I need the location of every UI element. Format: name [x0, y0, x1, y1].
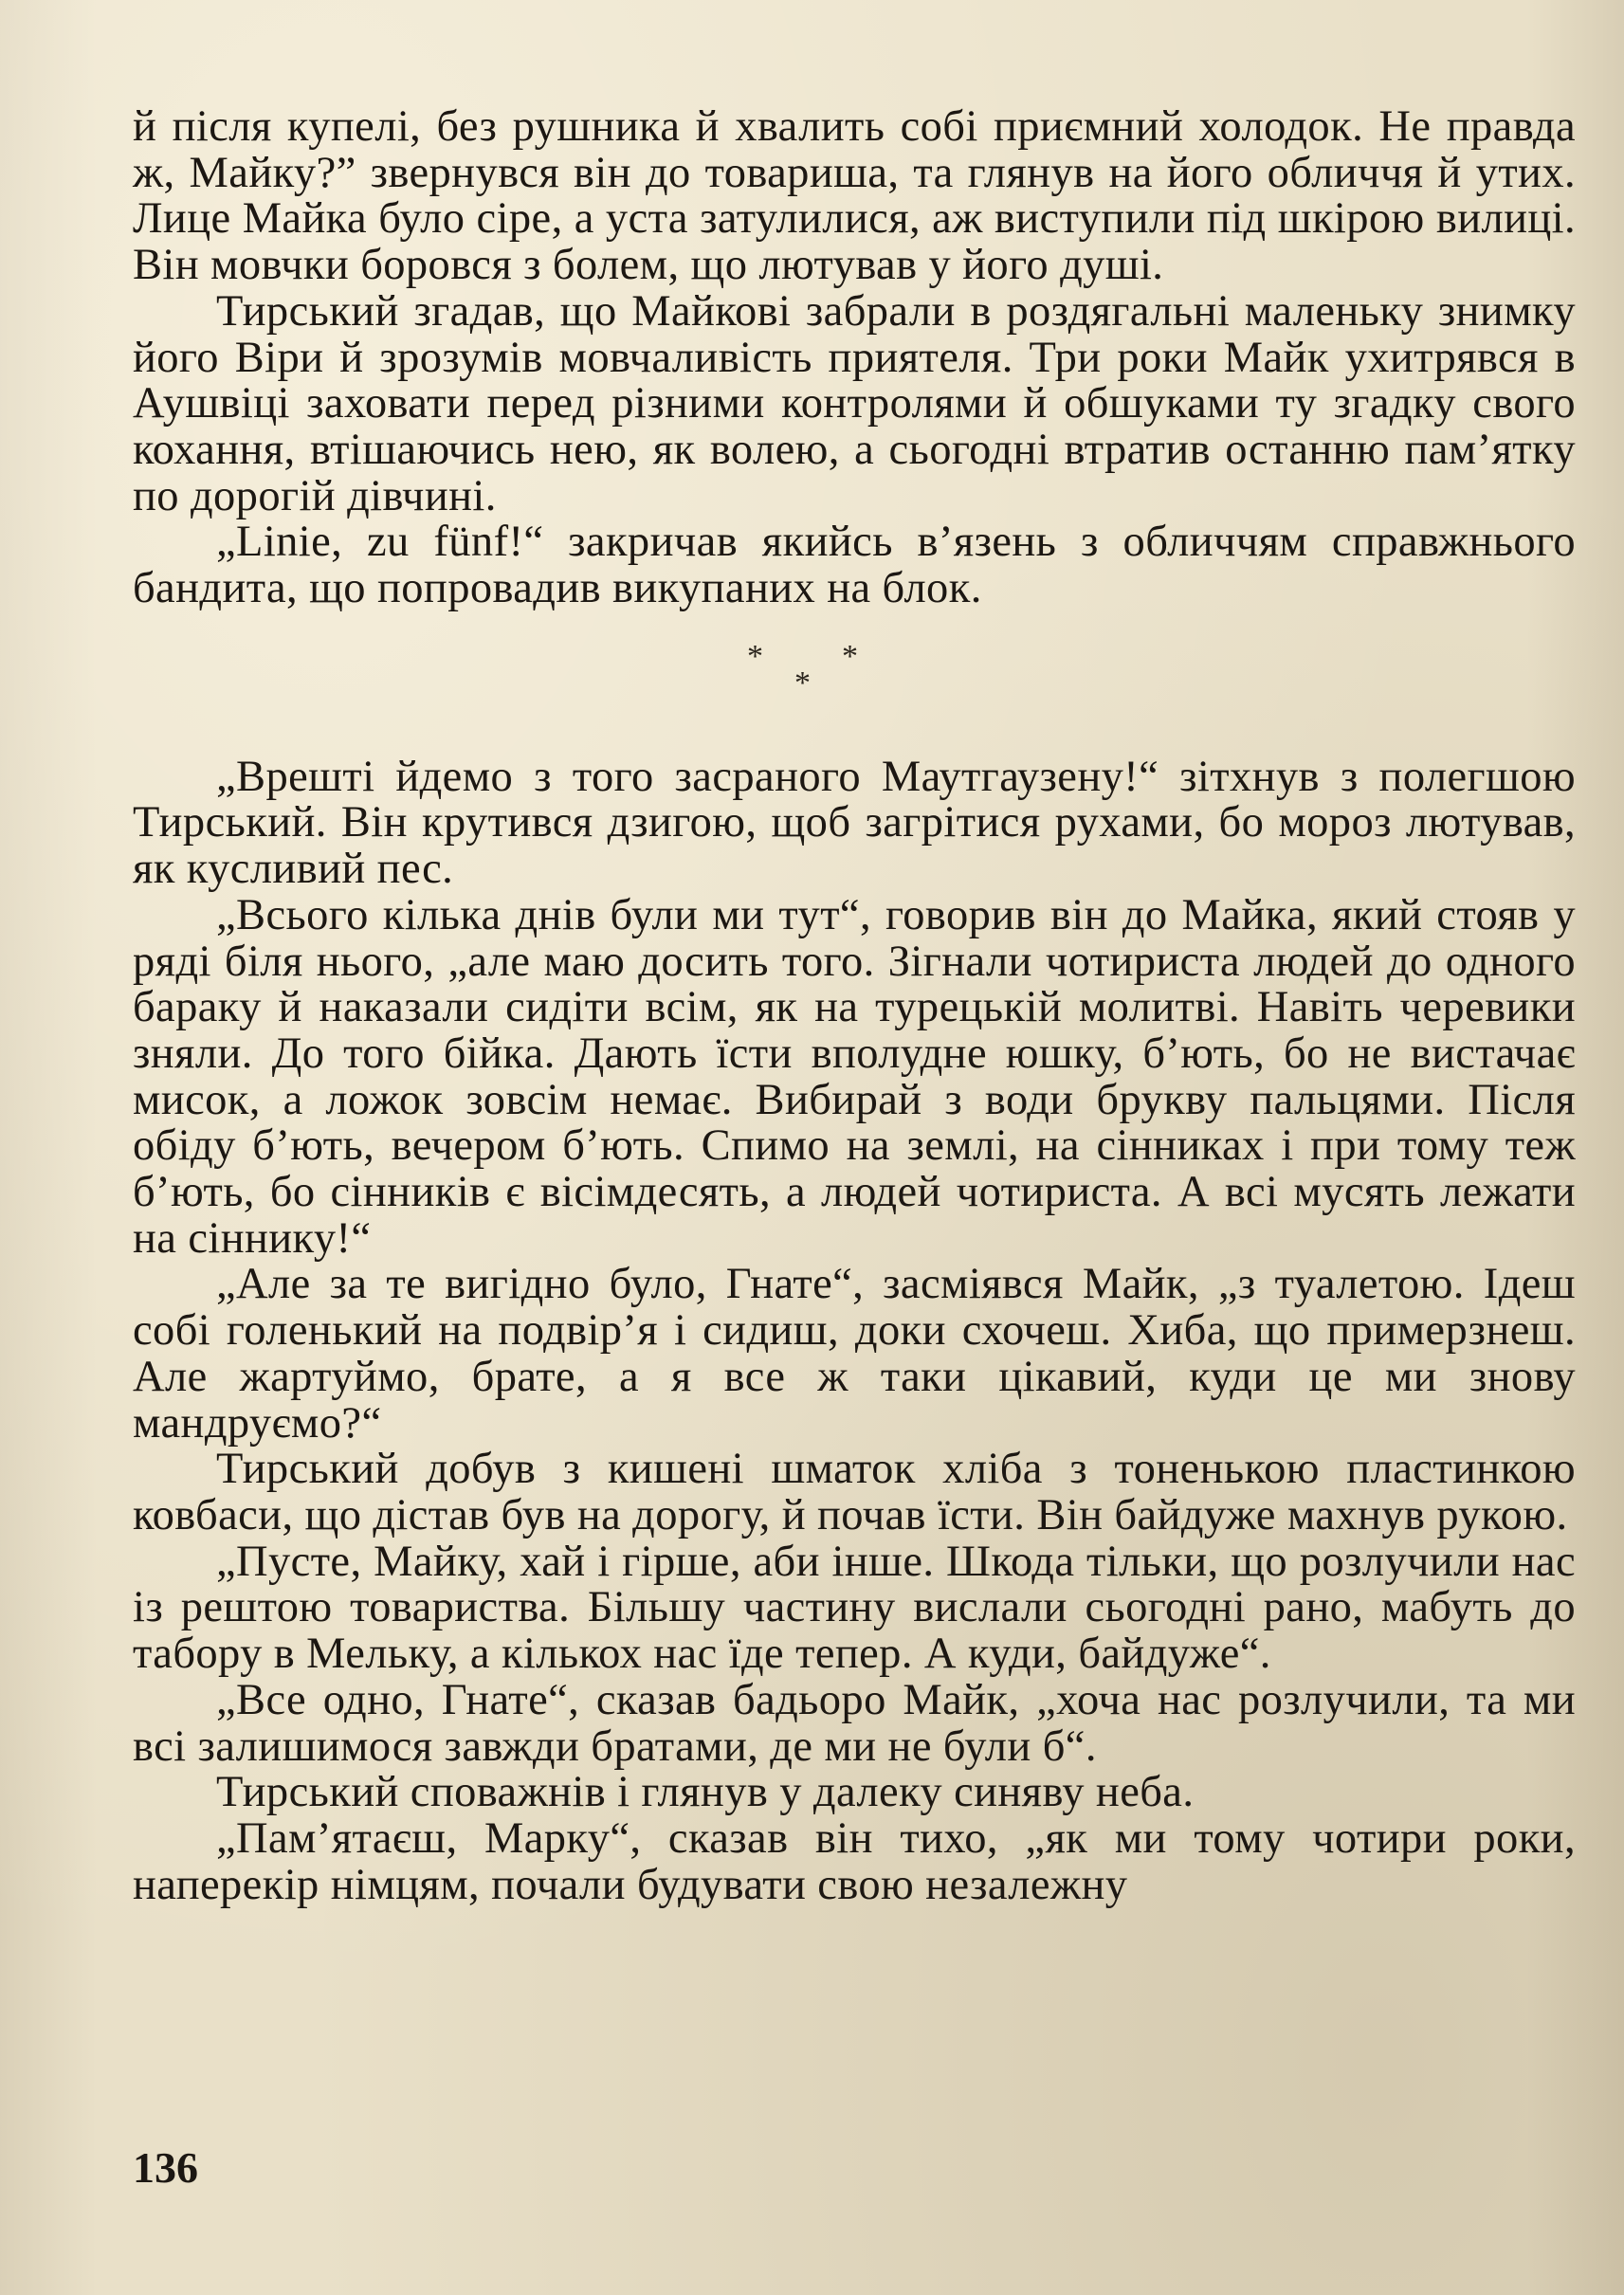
section-break-star: * — [842, 638, 859, 674]
paragraph: „Пам’ятаєш, Марку“, сказав він тихо, „як ми тому чотири роки, наперекір німцям, почали будувати свою незалежну — [133, 1813, 1576, 1909]
paragraph: „Linie, zu fünf!“ закричав якийсь в’язень з обличчям справжнього бандита, що попровадив викупаних на блок. — [133, 518, 1576, 613]
paragraph: „Але за те вигідно було, Гнате“, засміявся Майк, „з туалетою. Ідеш собі голенький на подвір’я і сидиш, доки схочеш. Хиба, що примерзнеш. Але жартуймо, брате, а я все ж таки цікавий, куди це ми знову мандруємо?“ — [133, 1260, 1576, 1448]
paragraph: Тирський згадав, що Майкові забрали в роздягальні маленьку знимку його Віри й зрозумів мовчаливість приятеля. Три роки Майк ухитрявся в Аушвіці заховати перед різними контролями й обшуками ту згадку свого кохання, втішаючись нею, як волею, а сьогодні втратив останню пам’ятку по дорогій дівчині. — [133, 286, 1576, 520]
page-number: 136 — [133, 2143, 198, 2192]
paragraph: Тирський споважнів і глянув у далеку синяву неба. — [216, 1768, 1195, 1817]
section-break-star: * — [747, 638, 764, 674]
text-after-break — [133, 752, 1576, 1909]
paragraph: „Всього кілька днів були ми тут“, говорив він до Майка, який стояв у ряді біля нього, „але маю досить того. Зігнали чотириста людей до одного бараку й наказали сидіти всім, як на турецькій молитві. Навіть черевики зняли. До того бійка. Дають їсти вполудне юшку, б’ють, бо не вистачає мисок, а ложок зовсім немає. Вибирай з води брукву пальцями. Після обіду б’ють, вечером б’ють. Спимо на землі, на сінниках і при тому теж б’ють, бо сінників є вісімдесять, а людей чотириста. А всі мусять лежати на сіннику!“ — [133, 890, 1576, 1263]
paragraph: Тирський добув з кишені шматок хліба з тоненькою пластинкою ковбаси, що дістав був на дорогу, й почав їсти. Він байдуже махнув рукою. — [133, 1445, 1576, 1539]
section-break — [133, 612, 1576, 755]
book-page — [133, 104, 1576, 2237]
paragraph: „Все одно, Гнате“, сказав бадьоро Майк, „хоча нас розлучили, та ми всі залишимося завжди братами, де ми не були б“. — [133, 1675, 1576, 1771]
paragraph: й після купелі, без рушника й хвалить собі приємний холодок. Не правда ж, Майку?” звернувся він до товариша, та глянув на його обличчя й утих. Лице Майка було сіре, а уста затулилися, аж виступили під шкірою вилиці. Він мовчки боровся з болем, що лютував у його душі. — [133, 102, 1576, 290]
paragraph: „Врешті йдемо з того засраного Маутгаузену!“ зітхнув з полегшою Тирський. Він крутився дзигою, щоб загрітися рухами, бо мороз лютував, як кусливий пес. — [133, 752, 1576, 894]
paragraph: „Пусте, Майку, хай і гірше, аби інше. Шкода тільки, що розлучили нас із рештою товариства. Більшу частину вислали сьогодні рано, мабуть до табору в Мельку, а кількох нас їде тепер. А куди, байдуже“. — [133, 1537, 1576, 1679]
section-break-star: * — [794, 665, 812, 701]
text-before-break — [133, 104, 1576, 612]
